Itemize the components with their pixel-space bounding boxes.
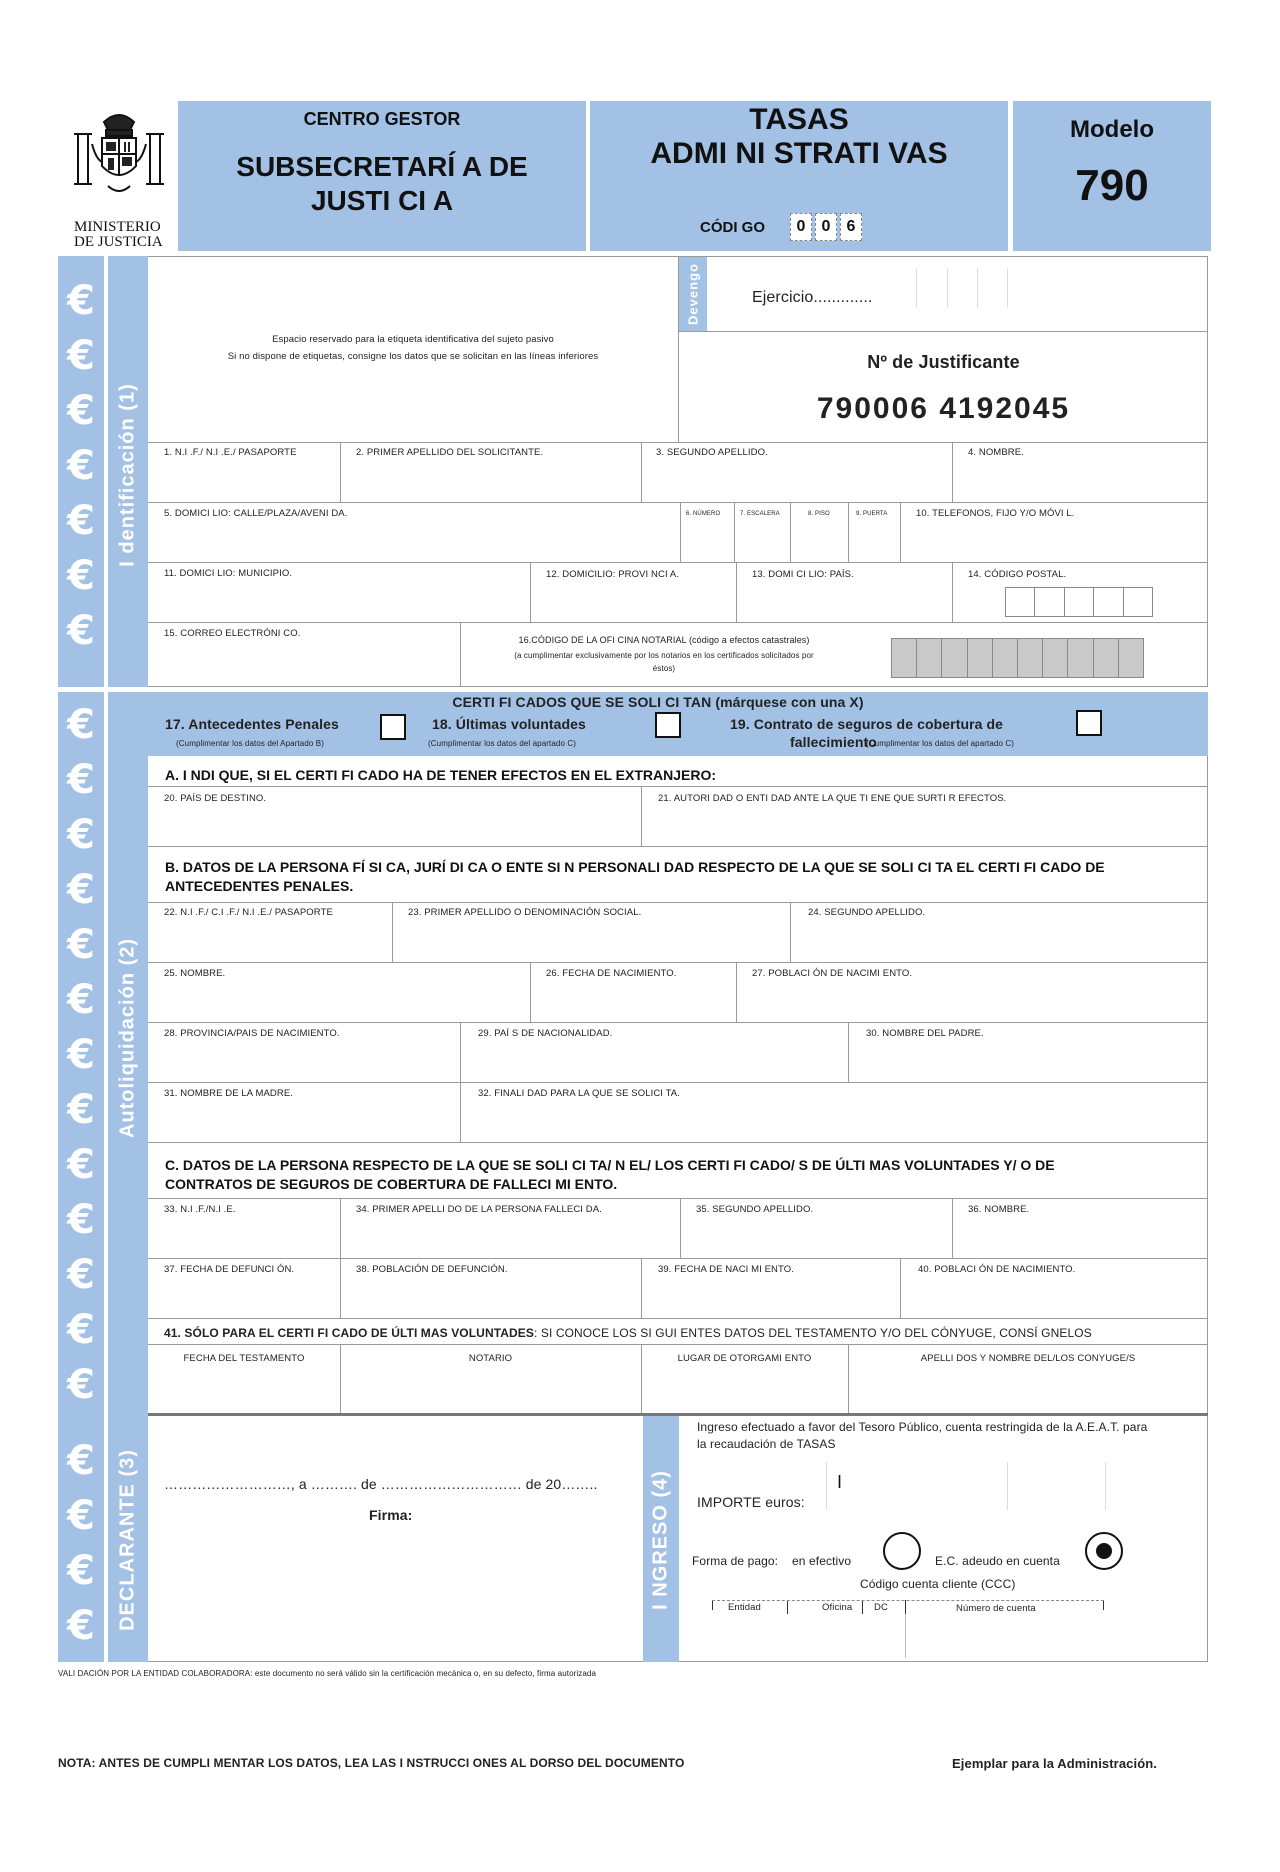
- field-41-title-rest: : SI CONOCE LOS SI GUI ENTES DATOS DEL TESTAMENTO Y/O DEL CÓNYUGE, CONSÍ GNELOS: [534, 1326, 1092, 1340]
- euro-icon: €: [67, 1142, 95, 1188]
- euro-icon: €: [67, 388, 95, 434]
- centro-gestor-name-line2: JUSTI CI A: [310, 185, 454, 216]
- ejemplar-label: Ejemplar para la Administración.: [952, 1756, 1158, 1771]
- field-7-escalera[interactable]: 7. ESCALERA: [740, 511, 780, 517]
- field-29-pais-nacionalidad[interactable]: 29. PAÍ S DE NACIONALIDAD.: [478, 1028, 613, 1039]
- efectivo-label: en efectivo: [792, 1554, 852, 1568]
- field-14-codigo-postal: 14. CÓDIGO POSTAL.: [968, 569, 1067, 580]
- ministry-logo: [64, 104, 174, 254]
- field-8-piso[interactable]: 8. PISO: [808, 511, 830, 517]
- firma-label: Firma:: [369, 1507, 413, 1523]
- devengo-label: Devengo: [685, 263, 701, 325]
- certificados-title: CERTI FI CADOS QUE SE SOLI CI TAN (márquese con una X): [452, 694, 864, 710]
- field-30-nombre-padre[interactable]: 30. NOMBRE DEL PADRE.: [866, 1028, 984, 1039]
- nota-instrucciones: NOTA: ANTES DE CUMPLI MENTAR LOS DATOS, LEA LAS I NSTRUCCI ONES AL DORSO DEL DOCUMENTO: [58, 1756, 685, 1770]
- field-1-nif[interactable]: 1. N.I .F./ N.I .E./ PASAPORTE: [164, 447, 297, 458]
- cert-17-label: 17. Antecedentes Penales: [165, 716, 339, 732]
- modelo-box: [1013, 101, 1211, 251]
- modelo-label: Modelo: [1070, 116, 1154, 143]
- autoliquidacion-frame: [148, 756, 1208, 1416]
- importe-field[interactable]: [826, 1462, 1106, 1510]
- ccc-dc-label: DC: [874, 1602, 888, 1613]
- field-31-nombre-madre[interactable]: 31. NOMBRE DE LA MADRE.: [164, 1088, 294, 1099]
- field-23-primer-apellido[interactable]: 23. PRIMER APELLIDO O DENOMINACIÓN SOCIAL.: [408, 907, 642, 918]
- codigo-digits: [790, 213, 862, 241]
- field-13-pais[interactable]: 13. DOMI CI LIO: PAÍS.: [752, 569, 854, 580]
- section-c-title-line1: C. DATOS DE LA PERSONA RESPECTO DE LA QUE SE SOLI CI TA/ N EL/ LOS CERTI FI CADO/ S DE ÚLTI MAS VOLUNTADES Y/ O DE: [165, 1157, 1055, 1173]
- field-9-puerta[interactable]: 9. PUERTA: [856, 511, 888, 517]
- field-5-domicilio-calle[interactable]: 5. DOMICI LIO: CALLE/PLAZA/AVENI DA.: [164, 508, 348, 519]
- field-3-segundo-apellido[interactable]: 3. SEGUNDO APELLIDO.: [656, 447, 768, 458]
- ingreso-text-line1: Ingreso efectuado a favor del Tesoro Público, cuenta restringida de la A.E.A.T. para: [697, 1420, 1148, 1434]
- tasas-box: [590, 101, 1008, 251]
- codigo-digit-2: 0: [815, 213, 837, 241]
- justificante-label: Nº de Justificante: [867, 352, 1020, 372]
- col-fecha-testamento[interactable]: FECHA DEL TESTAMENTO: [183, 1353, 305, 1364]
- field-34-primer-apellido-fallecida[interactable]: 34. PRIMER APELLI DO DE LA PERSONA FALLECI DA.: [356, 1204, 602, 1215]
- adeudo-label: E.C. adeudo en cuenta: [935, 1554, 1060, 1568]
- ccc-oficina-label: Oficina: [822, 1602, 853, 1613]
- field-33-nif-nie[interactable]: 33. N.I .F./N.I .E.: [164, 1204, 236, 1215]
- field-16-oficina-notarial-line2: (a cumplimentar exclusivamente por los notarios en los certificados solicitados por: [514, 651, 814, 660]
- section-b-title-line1: B. DATOS DE LA PERSONA FÍ SI CA, JURÍ DI CA O ENTE SI N PERSONALI DAD RESPECTO DE LA QUE SE SOLI CI TA EL CERTI FI CADO DE: [165, 859, 1105, 875]
- justificante-number: 790006 4192045: [816, 392, 1071, 425]
- field-10-telefonos[interactable]: 10. TELEFONOS, FIJO Y/O MÓVI L.: [916, 508, 1075, 519]
- euro-icon: €: [67, 608, 95, 654]
- etiqueta-text-line1: Espacio reservado para la etiqueta identificativa del sujeto pasivo: [272, 334, 554, 345]
- tasas-title-line1: TASAS: [749, 103, 849, 136]
- section-b-title-line2: ANTECEDENTES PENALES.: [165, 878, 354, 894]
- codigo-postal-boxes[interactable]: [1005, 587, 1153, 617]
- field-28-provincia-pais[interactable]: 28. PROVINCIA/PAIS DE NACIMIENTO.: [164, 1028, 340, 1039]
- autoliquidacion-section-label: Autoliquidación (2): [116, 937, 139, 1139]
- euro-icon: €: [67, 1438, 95, 1484]
- ccc-label: Código cuenta cliente (CCC): [860, 1577, 1016, 1591]
- cert-19-label-line2: fallecimiento: [790, 734, 877, 750]
- ministry-name-line2: DE JUSTICIA: [74, 234, 163, 250]
- codigo-digit-3: 6: [840, 213, 862, 241]
- euro-icon: €: [67, 867, 95, 913]
- adeudo-radio-dot: [1096, 1543, 1112, 1559]
- ccc-field[interactable]: [712, 1598, 1104, 1658]
- centro-gestor-label: CENTRO GESTOR: [303, 109, 461, 129]
- euro-icon: €: [67, 757, 95, 803]
- declarante-section-label: DECLARANTE (3): [116, 1449, 139, 1631]
- importe-value: I: [837, 1472, 843, 1492]
- euro-icon: €: [67, 922, 95, 968]
- field-20-pais-destino[interactable]: 20. PAÍS DE DESTINO.: [164, 793, 267, 804]
- coat-of-arms-icon: [64, 104, 174, 204]
- euro-icon: €: [67, 1087, 95, 1133]
- col-lugar-otorgamiento[interactable]: LUGAR DE OTORGAMI ENTO: [677, 1353, 812, 1364]
- field-32-finalidad[interactable]: 32. FINALI DAD PARA LA QUE SE SOLICI TA.: [478, 1088, 680, 1099]
- euro-icon: €: [67, 1548, 95, 1594]
- ccc-entidad-label: Entidad: [728, 1602, 761, 1613]
- euro-icon: €: [67, 1252, 95, 1298]
- field-15-correo[interactable]: 15. CORREO ELECTRÓNI CO.: [164, 628, 301, 639]
- field-21-autoridad[interactable]: 21. AUTORI DAD O ENTI DAD ANTE LA QUE TI ENE QUE SURTI R EFECTOS.: [658, 793, 1007, 804]
- field-41-title-bold: 41. SÓLO PARA EL CERTI FI CADO DE ÚLTI MAS VOLUNTADES: [164, 1326, 534, 1340]
- cert-17-checkbox[interactable]: [380, 714, 406, 740]
- euro-icon: €: [67, 278, 95, 324]
- codigo-label: CÓDI GO: [700, 219, 766, 236]
- ministry-name-line1: MINISTERIO: [74, 219, 161, 235]
- cert-19-checkbox[interactable]: [1076, 710, 1102, 736]
- codigo-digit-1: 0: [790, 213, 812, 241]
- euro-icon: €: [67, 443, 95, 489]
- fecha-firma-line[interactable]: ………………………, a ………. de ………………………… de 20……..: [164, 1476, 598, 1492]
- cert-18-checkbox[interactable]: [655, 712, 681, 738]
- euro-icon: €: [67, 977, 95, 1023]
- col-notario[interactable]: NOTARIO: [468, 1353, 513, 1364]
- centro-gestor-box: [178, 101, 586, 251]
- ccc-numero-label: Número de cuenta: [956, 1603, 1036, 1614]
- tasas-title-line2: ADMI NI STRATI VAS: [650, 137, 948, 170]
- adeudo-radio[interactable]: [1085, 1532, 1123, 1570]
- cert-19-note: (Cumplimentar los datos del apartado C): [866, 739, 1014, 748]
- forma-pago-label: Forma de pago:: [692, 1554, 779, 1568]
- section-a-title: A. I NDI QUE, SI EL CERTI FI CADO HA DE TENER EFECTOS EN EL EXTRANJERO:: [165, 767, 716, 783]
- euro-icon: €: [67, 1197, 95, 1243]
- importe-label: IMPORTE euros:: [697, 1494, 805, 1510]
- field-4-nombre[interactable]: 4. NOMBRE.: [968, 447, 1024, 458]
- euro-icon: €: [67, 1362, 95, 1408]
- field-11-municipio[interactable]: 11. DOMICI LIO: MUNICIPIO.: [164, 568, 293, 579]
- ingreso-section-label: I NGRESO (4): [649, 1470, 672, 1610]
- euro-icon: €: [67, 1032, 95, 1078]
- euro-icon: €: [67, 333, 95, 379]
- field-36-nombre[interactable]: 36. NOMBRE.: [968, 1204, 1030, 1215]
- etiqueta-text-line2: Si no dispone de etiquetas, consigne los datos que se solicitan en las líneas inferiores: [227, 351, 599, 362]
- euro-icon: €: [67, 1603, 95, 1649]
- field-25-nombre[interactable]: 25. NOMBRE.: [164, 968, 226, 979]
- field-27-poblacion-nacimiento[interactable]: 27. POBLACI ÓN DE NACIMI ENTO.: [752, 968, 913, 979]
- ejercicio-label: Ejercicio.............: [752, 289, 873, 306]
- modelo-number: 790: [1075, 161, 1149, 210]
- field-16-oficina-notarial-line3: éstos): [652, 664, 676, 673]
- cert-17-note: (Cumplimentar los datos del Apartado B): [176, 739, 324, 748]
- efectivo-radio[interactable]: [883, 1532, 921, 1570]
- euro-icon: €: [67, 553, 95, 599]
- ejercicio-year-field[interactable]: [916, 268, 1038, 308]
- field-6-numero[interactable]: 6. NÚMERO: [686, 511, 721, 517]
- field-12-provincia[interactable]: 12. DOMICILIO: PROVI NCI A.: [546, 569, 680, 580]
- field-41-title: [164, 1326, 1092, 1340]
- centro-gestor-name-line1: SUBSECRETARÍ A DE: [236, 151, 528, 182]
- col-apellidos-conyuge[interactable]: APELLI DOS Y NOMBRE DEL/LOS CONYUGE/S: [920, 1353, 1136, 1364]
- field-35-segundo-apellido[interactable]: 35. SEGUNDO APELLIDO.: [696, 1204, 814, 1215]
- field-24-segundo-apellido[interactable]: 24. SEGUNDO APELLIDO.: [808, 907, 926, 918]
- euro-icon: €: [67, 498, 95, 544]
- ingreso-text-line2: la recaudación de TASAS: [697, 1437, 836, 1451]
- codigo-oficina-notarial-boxes[interactable]: [891, 638, 1144, 678]
- section-c-title-line2: CONTRATOS DE SEGUROS DE COBERTURA DE FALLECI MI ENTO.: [165, 1176, 618, 1192]
- field-40-poblacion-nacimiento[interactable]: 40. POBLACI ÓN DE NACIMIENTO.: [918, 1264, 1076, 1275]
- field-37-fecha-defuncion[interactable]: 37. FECHA DE DEFUNCI ÓN.: [164, 1264, 295, 1275]
- cert-18-label: 18. Últimas voluntades: [432, 716, 586, 732]
- euro-icon: €: [67, 702, 95, 748]
- field-26-fecha-nacimiento[interactable]: 26. FECHA DE NACIMIENTO.: [546, 968, 677, 979]
- field-2-primer-apellido[interactable]: 2. PRIMER APELLIDO DEL SOLICITANTE.: [356, 447, 544, 458]
- validacion-note: VALI DACIÓN POR LA ENTIDAD COLABORADORA: este documento no será válido sin la certificación mecánica o, en su defecto, firma autorizada: [58, 1669, 597, 1678]
- euro-icon: €: [67, 812, 95, 858]
- field-16-oficina-notarial-line1: 16.CÓDIGO DE LA OFI CINA NOTARIAL (código a efectos catastrales): [518, 635, 810, 645]
- field-39-fecha-nacimiento[interactable]: 39. FECHA DE NACI MI ENTO.: [658, 1264, 794, 1275]
- field-38-poblacion-defuncion[interactable]: 38. POBLACIÓN DE DEFUNCIÓN.: [356, 1264, 508, 1275]
- cert-18-note: (Cumplimentar los datos del apartado C): [428, 739, 576, 748]
- field-22-nif-cif[interactable]: 22. N.I .F./ C.I .F./ N.I .E./ PASAPORTE: [164, 907, 333, 918]
- identificacion-section-label: I dentificación (1): [116, 383, 139, 567]
- euro-icon: €: [67, 1307, 95, 1353]
- cert-19-label-line1: 19. Contrato de seguros de cobertura de: [730, 716, 1004, 732]
- euro-icon: €: [67, 1493, 95, 1539]
